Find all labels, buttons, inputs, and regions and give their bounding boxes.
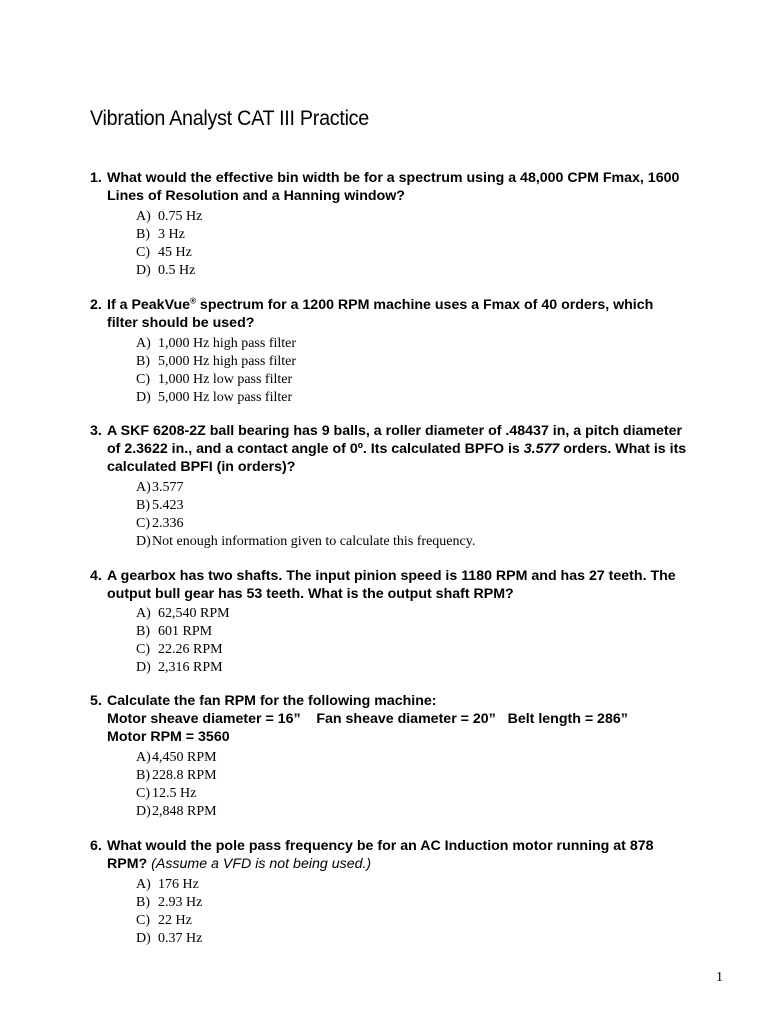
question-text-line: Motor RPM = 3560 bbox=[107, 729, 230, 745]
page-title: Vibration Analyst CAT III Practice bbox=[90, 107, 369, 130]
question-5 bbox=[90, 692, 730, 746]
option: D) 2,316 RPM bbox=[136, 660, 223, 675]
question-text-line: A gearbox has two shafts. The input pinion speed is 1180 RPM and has 27 teeth. The bbox=[107, 568, 676, 584]
option: B) 5.423 bbox=[136, 498, 184, 513]
question-text-line: calculated BPFI (in orders)? bbox=[107, 459, 296, 475]
option: A) 62,540 RPM bbox=[136, 606, 230, 621]
option: C) 45 Hz bbox=[136, 245, 192, 260]
question-2-options bbox=[136, 335, 296, 407]
question-number: 5. bbox=[90, 693, 102, 709]
question-6: 6. What would the pole pass frequency be for an AC Induction motor running at 878 RPM? (Assume a VFD is not being used.) bbox=[90, 838, 654, 872]
question-text-line: Calculate the fan RPM for the following machine: bbox=[107, 693, 437, 709]
question-4 bbox=[90, 567, 730, 603]
question-6-options bbox=[136, 876, 202, 948]
question-number: 2. bbox=[90, 297, 102, 313]
option: A) 176 Hz bbox=[136, 877, 199, 892]
option: B) 3 Hz bbox=[136, 227, 185, 242]
option: B) 228.8 RPM bbox=[136, 768, 217, 783]
option: B) 601 RPM bbox=[136, 624, 213, 639]
question-1 bbox=[90, 169, 730, 205]
question-1-options bbox=[136, 208, 202, 280]
option: A)3.577 bbox=[136, 480, 184, 495]
option: D) 0.5 Hz bbox=[136, 263, 196, 278]
question-number: 3. bbox=[90, 423, 102, 439]
question-number: 1. bbox=[90, 170, 102, 186]
question-text-line: filter should be used? bbox=[107, 315, 255, 331]
question-3: 3. A SKF 6208-2Z ball bearing has 9 balls, a roller diameter of .48437 in, a pitch diameter of 2.3622 in., and a contact angle of 0º. Its calculated BPFO is 3.577 orders. What is its calculated BPFI (in orders)? bbox=[90, 422, 730, 476]
option: A)4,450 RPM bbox=[136, 750, 217, 765]
question-4-options bbox=[136, 605, 230, 677]
option: C) 22.26 RPM bbox=[136, 642, 223, 657]
question-2: 2. If a PeakVue® spectrum for a 1200 RPM machine uses a Fmax of 40 orders, which filter should be used? bbox=[90, 296, 730, 332]
question-text-line: output bull gear has 53 teeth. What is the output shaft RPM? bbox=[107, 586, 514, 602]
page-number: 1 bbox=[716, 970, 723, 985]
registered-mark: ® bbox=[190, 296, 196, 306]
option: C) 2.336 bbox=[136, 516, 184, 531]
question-text-line: What would the effective bin width be for a spectrum using a 48,000 CPM Fmax, 1600 bbox=[107, 170, 680, 186]
option: A) 1,000 Hz high pass filter bbox=[136, 336, 297, 351]
option: D) 5,000 Hz low pass filter bbox=[136, 390, 293, 405]
option: C) 12.5 Hz bbox=[136, 786, 197, 801]
option: D)Not enough information given to calculate this frequency. bbox=[136, 534, 476, 549]
option: C) 1,000 Hz low pass filter bbox=[136, 372, 293, 387]
question-number: 4. bbox=[90, 568, 102, 584]
question-text-line: Lines of Resolution and a Hanning window? bbox=[107, 188, 405, 204]
option: A) 0.75 Hz bbox=[136, 209, 203, 224]
question-3-options bbox=[136, 479, 475, 551]
option: D) 0.37 Hz bbox=[136, 931, 203, 946]
question-number: 6. bbox=[90, 838, 102, 854]
option: B) 2.93 Hz bbox=[136, 895, 203, 910]
option: D)2,848 RPM bbox=[136, 804, 217, 819]
question-text-line: What would the pole pass frequency be for an AC Induction motor running at 878 bbox=[107, 838, 654, 854]
option: B) 5,000 Hz high pass filter bbox=[136, 354, 297, 369]
question-5-options bbox=[136, 749, 217, 821]
question-text-line: Motor sheave diameter = 16” Fan sheave diameter = 20” Belt length = 286” bbox=[107, 711, 628, 727]
option: C) 22 Hz bbox=[136, 913, 192, 928]
